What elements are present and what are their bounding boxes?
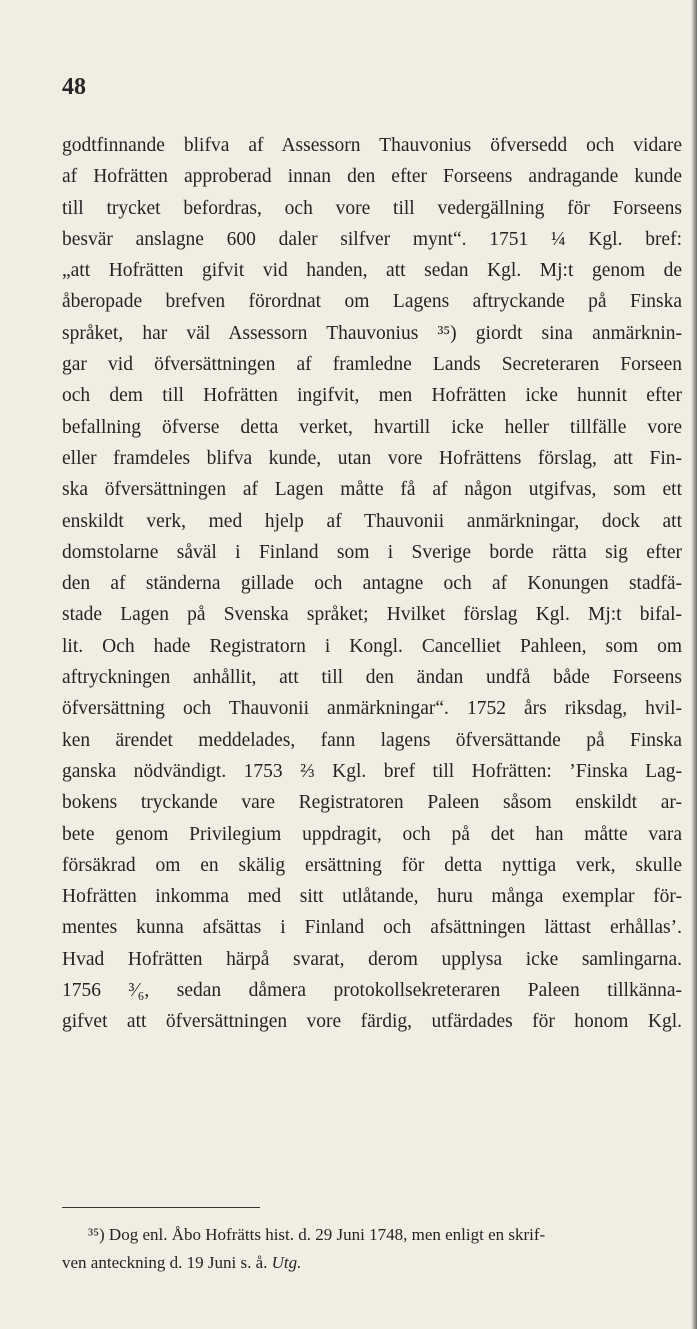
text-line: af Hofrätten approberad innan den efter Forseens andragande kunde	[62, 166, 682, 188]
text-line: ganska nödvändigt. 1753 ⅔ Kgl. bref till Hofrätten: ’Finska Lag-	[62, 760, 682, 782]
text-line: försäkrad om en skälig ersättning för detta nyttiga verk, skulle	[62, 854, 682, 876]
footnote-editor-mark: Utg.	[271, 1253, 302, 1272]
text-line: befallning öfverse detta verket, hvartill icke heller tillfälle vore	[62, 416, 682, 438]
text-line: språket, har väl Assessorn Thauvonius ³⁵) giordt sina anmärknin-	[62, 322, 682, 344]
text-line: aftryckningen anhållit, att till den ändan undfå både Forseens	[62, 667, 682, 689]
text-line: ska öfversättningen af Lagen måtte få af någon utgifvas, som ett	[62, 479, 682, 501]
text-line: öfversättning och Thauvonii anmärkningar“. 1752 års riksdag, hvil-	[62, 698, 682, 720]
page-number: 48	[62, 74, 86, 100]
footnote	[62, 1221, 686, 1277]
text-line: till trycket befordras, och vore till vedergällning för Forseens	[62, 197, 682, 219]
text-line: gar vid öfversättningen af framledne Lands Secreteraren Forseen	[62, 354, 682, 376]
text-line: Hofrätten inkomma med sitt utlåtande, huru många exemplar för-	[62, 886, 682, 908]
text-line: mentes kunna afsättas i Finland och afsättningen lättast erhållas’.	[62, 917, 682, 939]
text-line: lit. Och hade Registratorn i Kongl. Cancelliet Pahleen, som om	[62, 635, 682, 657]
text-line: stade Lagen på Svenska språket; Hvilket förslag Kgl. Mj:t bifal-	[62, 604, 682, 626]
page-edge-shadow	[691, 0, 697, 1329]
footnote-line: ³⁵) Dog enl. Åbo Hofrätts hist. d. 29 Juni 1748, men enligt en skrif-	[88, 1225, 546, 1244]
text-line: domstolarne såväl i Finland som i Sverige borde rätta sig efter	[62, 541, 682, 563]
text-line: besvär anslagne 600 daler silfver mynt“. 1751 ¼ Kgl. bref:	[62, 228, 682, 250]
text-line: den af ständerna gillade och antagne och af Konungen stadfä-	[62, 573, 682, 595]
text-line: bokens tryckande vare Registratoren Paleen såsom enskildt ar-	[62, 792, 682, 814]
text-line: bete genom Privilegium uppdragit, och på det han måtte vara	[62, 823, 682, 845]
text-line: ken ärendet meddelades, fann lagens öfversättande på Finska	[62, 729, 682, 751]
footnote-line	[62, 1249, 686, 1277]
text-line: Hvad Hofrätten härpå svarat, derom upplysa icke samlingarna.	[62, 948, 682, 970]
text-line: „att Hofrätten gifvit vid handen, att sedan Kgl. Mj:t genom de	[62, 260, 682, 282]
text-line: godtfinnande blifva af Assessorn Thauvonius öfversedd och vidare	[62, 135, 682, 156]
text-line: och dem till Hofrätten ingifvit, men Hofrätten icke hunnit efter	[62, 385, 682, 407]
text-line: åberopade brefven förordnat om Lagens aftryckande på Finska	[62, 291, 682, 313]
text-line: 1756 ³⁄₆, sedan dåmera protokollsekreteraren Paleen tillkänna-	[62, 980, 682, 1002]
body-text	[62, 130, 682, 1038]
text-line: enskildt verk, med hjelp af Thauvonii anmärkningar, dock att	[62, 510, 682, 532]
footnote-divider	[62, 1207, 260, 1208]
footnote-text: ven anteckning d. 19 Juni s. å.	[62, 1253, 272, 1272]
text-line: eller framdeles blifva kunde, utan vore Hofrättens förslag, att Fin-	[62, 447, 682, 469]
text-line: gifvet att öfversättningen vore färdig, utfärdades för honom Kgl.	[62, 1011, 682, 1033]
